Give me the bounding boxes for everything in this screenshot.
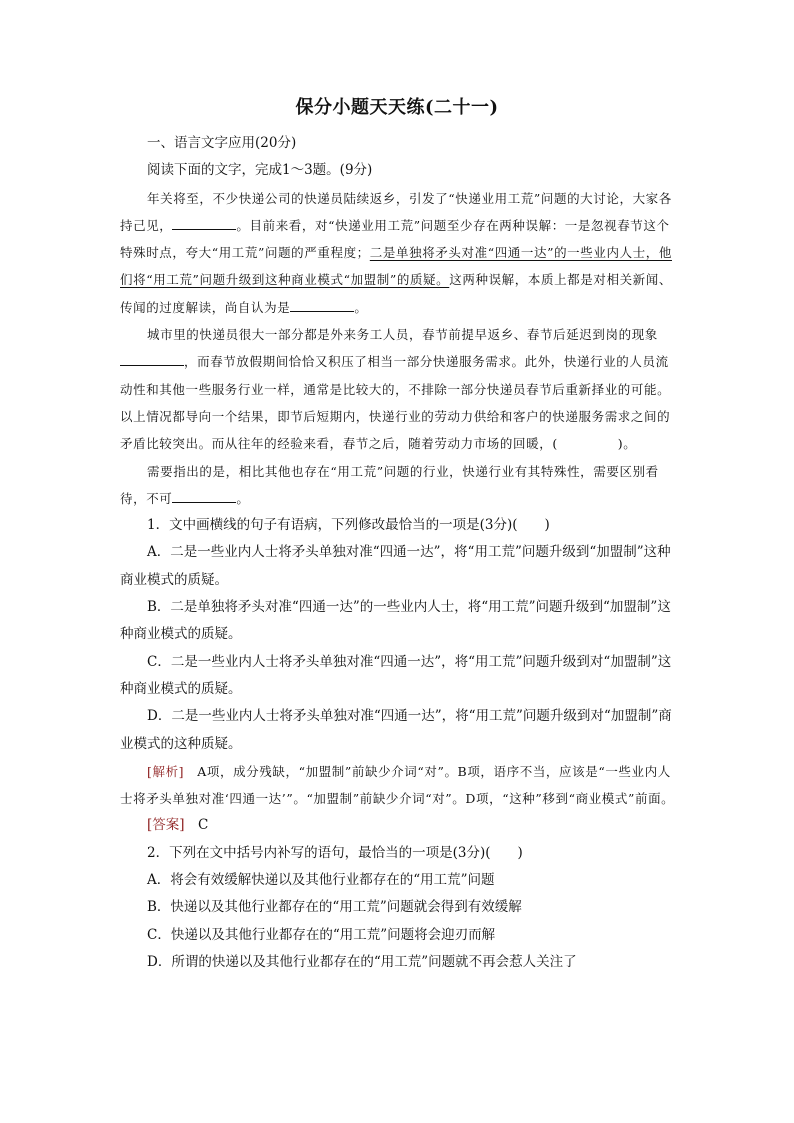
analysis-text: A项，成分残缺，“加盟制”前缺少介词“对”。B项，语序不当，应该是“一些业内人士将矛头单独对准‘四通一达’”。“加盟制”前缺少介词“对”。D项，“这种”移到“商业模式”前面。 bbox=[120, 763, 675, 807]
passage-paragraph-2 bbox=[120, 321, 678, 457]
passage-paragraph-3 bbox=[120, 458, 678, 513]
question-2-option-c: C．快递以及其他行业都存在的“用工荒”问题将会迎刃而解 bbox=[147, 926, 496, 943]
question-1-answer bbox=[120, 812, 678, 839]
analysis-tag: [解析] bbox=[147, 763, 185, 779]
passage-text: 。 bbox=[354, 299, 368, 315]
passage-text: 城市里的快递员很大一部分都是外来务工人员，春节前提早返乡、春节后延迟到岗的现象 bbox=[147, 327, 658, 343]
passage-text: 。目前来看，对“快递业用工荒”问题至少存在两种误解：一是忽视春节这个特殊时点，夸大“用工荒”问题的严重程度； bbox=[120, 217, 670, 261]
answer-text: C bbox=[184, 817, 209, 834]
answer-blank bbox=[172, 488, 236, 503]
question-2-option-d: D．所谓的快递以及其他行业都存在的“用工荒”问题就不再会惹人关注了 bbox=[147, 953, 577, 970]
passage-text: 。 bbox=[236, 490, 250, 506]
paren-open: ( bbox=[552, 436, 558, 452]
paren-close: )。 bbox=[617, 436, 637, 452]
passage-text: 需要指出的是，相比其他也存在“用工荒”问题的行业，快递行业有其特殊性，需要区别看待，不可 bbox=[120, 463, 659, 506]
answer-blank bbox=[290, 297, 354, 312]
passage-text: 年关将至，不少快递公司的快递员陆续返乡，引发了“快递业用工荒”问题的大讨论，大家各持己见， bbox=[120, 190, 672, 233]
document-body bbox=[120, 130, 678, 976]
answer-tag: [答案] bbox=[147, 817, 185, 834]
answer-blank bbox=[172, 215, 236, 230]
passage-text: 这两种误解，本质上都是对相关新闻、传闻的过度解读，尚自认为是 bbox=[120, 272, 672, 315]
question-2-option-b: B．快递以及其他行业都存在的“用工荒”问题就会得到有效缓解 bbox=[147, 899, 522, 916]
question-1-option-b: B．二是单独将矛头对准“四通一达”的一些业内人士，将“用工荒”问题升级到“加盟制”这种商业模式的质疑。 bbox=[120, 599, 671, 643]
question-1-option-a: A．二是一些业内人士将矛头单独对准“四通一达”，将“用工荒”问题升级到“加盟制”这种商业模式的质疑。 bbox=[120, 544, 671, 588]
question-1-stem: 1．文中画横线的句子有语病，下列修改最恰当的一项是(3分)( ) bbox=[147, 517, 550, 534]
passage-paragraph-1 bbox=[120, 185, 678, 321]
question-1-analysis bbox=[120, 758, 678, 813]
question-1-option-c: C．二是一些业内人士将矛头单独对准“四通一达”，将“用工荒”问题升级到对“加盟制”这种商业模式的质疑。 bbox=[120, 653, 672, 697]
question-1-option-d: D．二是一些业内人士将矛头单独对准“四通一达”，将“用工荒”问题升级到对“加盟制”商业模式的这种质疑。 bbox=[120, 708, 672, 752]
section-heading: 一、语言文字应用(20分) bbox=[147, 135, 297, 151]
underlined-sentence: 二是单独将矛头对准“四通一达”的一些业内人士，他们将“用工荒”问题升级到这种商业模式“加盟制”的质疑。 bbox=[120, 245, 672, 288]
question-2-stem: 2．下列在文中括号内补写的语句，最恰当的一项是(3分)( ) bbox=[147, 844, 523, 861]
page-title: 保分小题天天练(二十一) bbox=[295, 97, 499, 118]
answer-blank bbox=[120, 351, 184, 366]
reading-instruction: 阅读下面的文字，完成1～3题。(9分) bbox=[147, 162, 373, 179]
question-2-option-a: A．将会有效缓解快递以及其他行业都存在的“用工荒”问题 bbox=[147, 872, 495, 889]
passage-text: ，而春节放假期间恰恰又积压了相当一部分快递服务需求。此外，快递行业的人员流动性和其他一些服务行业一样，通常是比较大的，不排除一部分快递员春节后重新择业的可能。以上情况都导向一个结果，即节后短期内，快递行业的劳动力供给和客户的快递服务需求之间的矛盾比较突出。而从往年的经验来看，春节之后，随着劳动力市场的回暖， bbox=[120, 354, 671, 452]
